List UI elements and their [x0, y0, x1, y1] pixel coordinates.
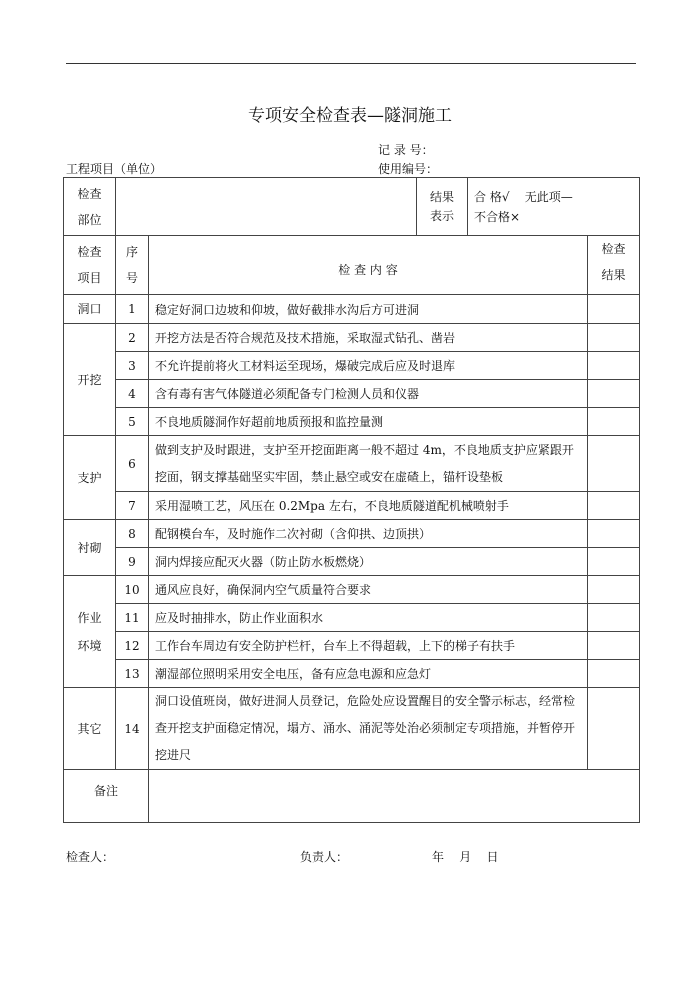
result-cell[interactable] [588, 436, 640, 492]
table-row [64, 380, 640, 408]
inspection-item: 洞口 [64, 295, 116, 324]
column-header-item: 检查 项目 [64, 236, 116, 295]
result-cell[interactable] [588, 492, 640, 520]
inspection-part-value[interactable] [116, 178, 417, 236]
result-legend: 合 格√ 无此项— 不合格× [468, 178, 640, 236]
row-number: 6 [116, 436, 149, 492]
remarks-row [64, 770, 640, 823]
inspection-content: 应及时抽排水，防止作业面积水 [149, 604, 588, 632]
result-cell[interactable] [588, 576, 640, 604]
column-header-row [64, 236, 640, 295]
result-cell[interactable] [588, 548, 640, 576]
inspection-content: 稳定好洞口边坡和仰坡，做好截排水沟后方可进洞 [149, 295, 588, 324]
row-number: 2 [116, 324, 149, 352]
row-number: 9 [116, 548, 149, 576]
column-header-seq: 序 号 [116, 236, 149, 295]
inspection-content: 不良地质隧洞作好超前地质预报和监控量测 [149, 408, 588, 436]
row-number: 1 [116, 295, 149, 324]
result-legend-label: 结果 表示 [417, 178, 468, 236]
inspection-content: 配钢模台车，及时施作二次衬砌（含仰拱、边顶拱） [149, 520, 588, 548]
inspection-item: 作业 环境 [64, 576, 116, 688]
column-header-content: 检 查 内 容 [149, 236, 588, 295]
inspection-content: 不允许提前将火工材料运至现场，爆破完成后应及时退库 [149, 352, 588, 380]
table-row [64, 492, 640, 520]
inspection-item: 开挖 [64, 324, 116, 436]
inspection-content: 洞内焊接应配灭火器（防止防水板燃烧） [149, 548, 588, 576]
row-number: 7 [116, 492, 149, 520]
table-row [64, 352, 640, 380]
inspector-label: 检查人： [66, 850, 115, 864]
result-cell[interactable] [588, 520, 640, 548]
table-row [64, 324, 640, 352]
result-cell[interactable] [588, 604, 640, 632]
result-cell[interactable] [588, 688, 640, 770]
result-cell[interactable] [588, 660, 640, 688]
inspection-content: 采用湿喷工艺，风压在 0.2Mpa 左右，不良地质隧道配机械喷射手 [149, 492, 588, 520]
row-number: 8 [116, 520, 149, 548]
page-title: 专项安全检查表—隧洞施工 [248, 106, 452, 126]
result-cell[interactable] [588, 408, 640, 436]
remarks-field[interactable] [149, 770, 640, 823]
inspection-content: 洞口设值班岗，做好进洞人员登记，危险处应设置醒目的安全警示标志，经常检查开挖支护面稳定情况，塌方、涌水、涌泥等处治必须制定专项措施，并暂停开挖进尺 [149, 688, 588, 770]
row-number: 14 [116, 688, 149, 770]
inspection-item: 支护 [64, 436, 116, 520]
table-row [64, 520, 640, 548]
inspection-item: 衬砌 [64, 520, 116, 576]
result-cell[interactable] [588, 324, 640, 352]
row-number: 11 [116, 604, 149, 632]
inspection-content: 开挖方法是否符合规范及技术措施，采取湿式钻孔、凿岩 [149, 324, 588, 352]
header-rule [66, 63, 636, 64]
table-row [64, 576, 640, 604]
row-number: 5 [116, 408, 149, 436]
responsible-label: 负责人： [300, 850, 349, 864]
inspection-content: 通风应良好，确保洞内空气质量符合要求 [149, 576, 588, 604]
row-number: 12 [116, 632, 149, 660]
inspection-content: 做到支护及时跟进，支护至开挖面距离一般不超过 4m，不良地质支护应紧跟开挖面，钢支撑基础坚实牢固，禁止悬空或安在虚碴上，锚杆设垫板 [149, 436, 588, 492]
table-row [64, 436, 640, 492]
table-row [64, 548, 640, 576]
project-label: 工程项目（单位） [66, 162, 163, 176]
inspection-content: 潮湿部位照明采用安全电压，备有应急电源和应急灯 [149, 660, 588, 688]
inspection-content: 含有毒有害气体隧道必须配备专门检测人员和仪器 [149, 380, 588, 408]
row-number: 13 [116, 660, 149, 688]
table-row [64, 660, 640, 688]
inspection-item: 其它 [64, 688, 116, 770]
column-header-result: 检查 结果 [588, 236, 640, 295]
info-row [64, 178, 640, 236]
remarks-label: 备注 [64, 770, 149, 823]
record-number-label: 记 录 号： [378, 143, 434, 157]
result-cell[interactable] [588, 380, 640, 408]
table-row [64, 408, 640, 436]
table-row [64, 295, 640, 324]
inspection-content: 工作台车周边有安全防护栏杆，台车上不得超载，上下的梯子有扶手 [149, 632, 588, 660]
row-number: 10 [116, 576, 149, 604]
result-cell[interactable] [588, 295, 640, 324]
result-cell[interactable] [588, 352, 640, 380]
table-row [64, 632, 640, 660]
date-label: 年 月 日 [432, 850, 499, 864]
inspection-table [63, 177, 640, 823]
row-number: 3 [116, 352, 149, 380]
row-number: 4 [116, 380, 149, 408]
table-row [64, 688, 640, 770]
inspection-part-label: 检查 部位 [64, 178, 116, 236]
table-row [64, 604, 640, 632]
use-number-label: 使用编号： [378, 162, 439, 176]
result-cell[interactable] [588, 632, 640, 660]
